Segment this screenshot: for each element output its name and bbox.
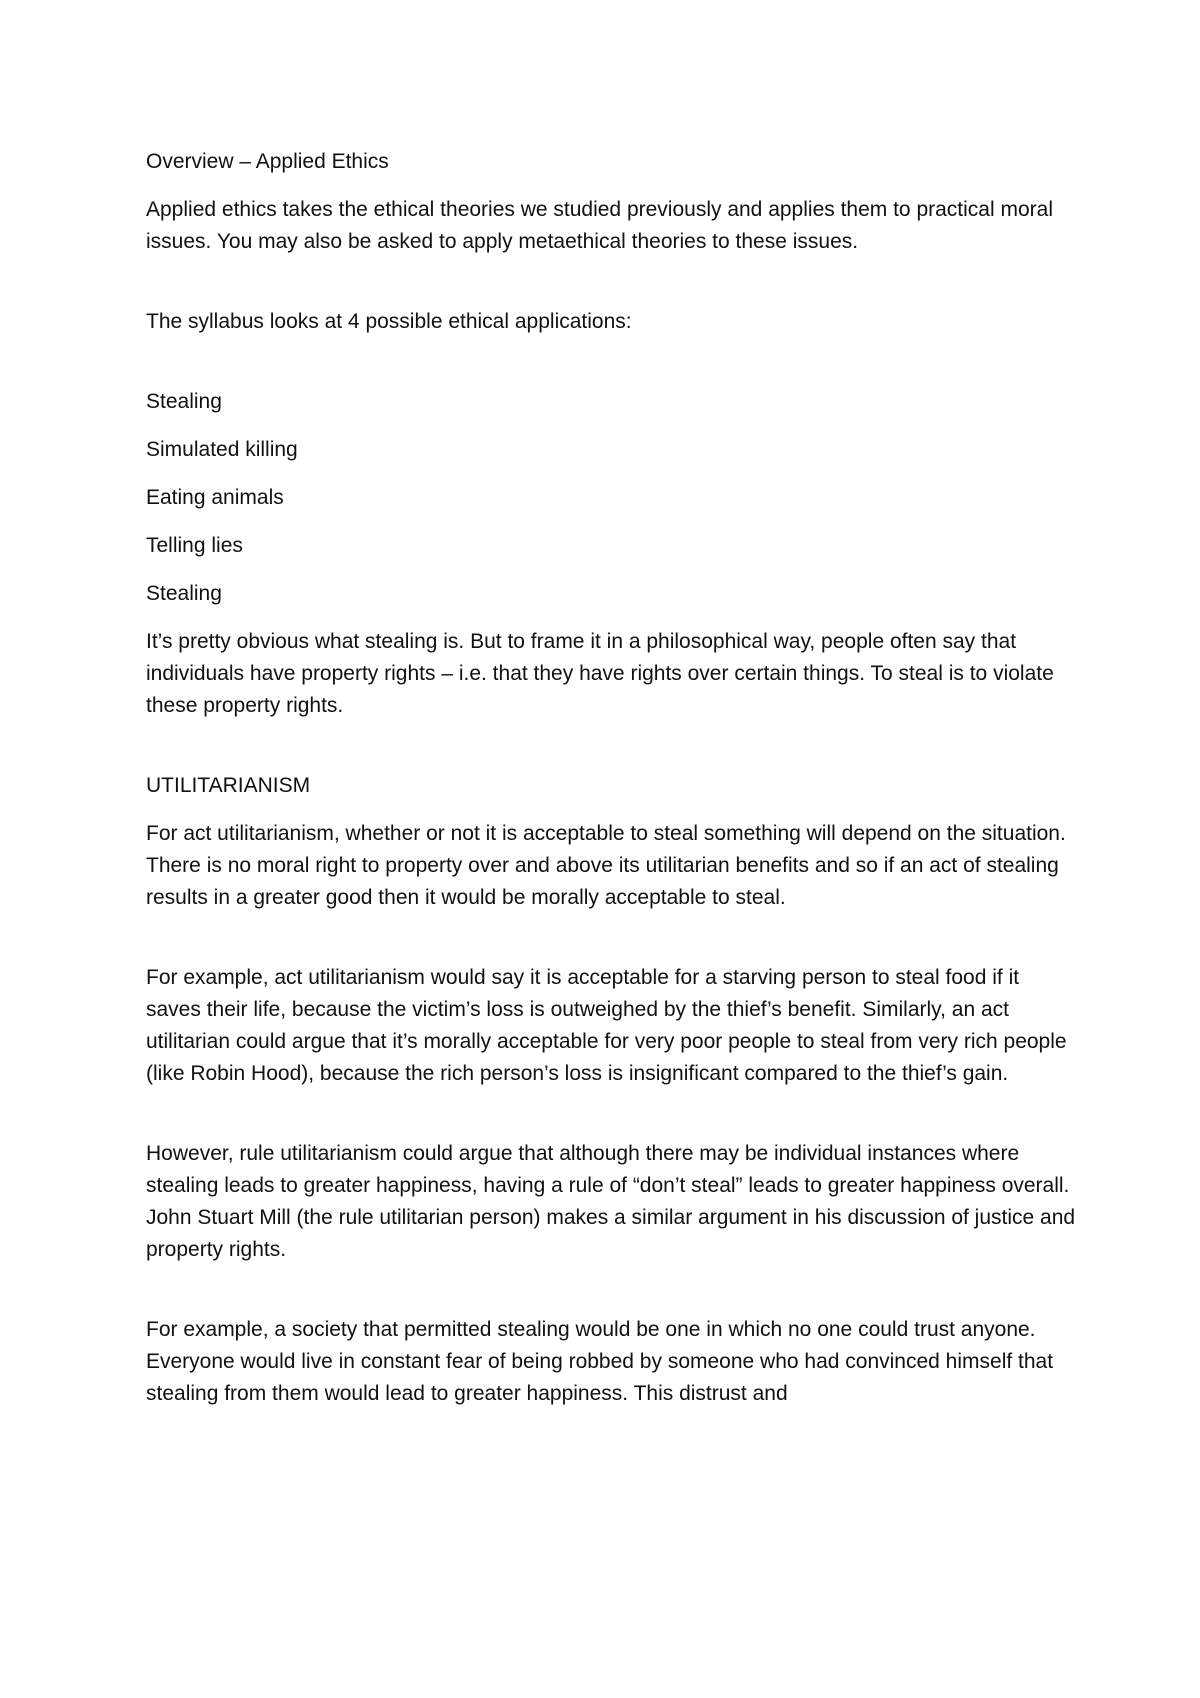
list-item: Stealing	[146, 390, 222, 413]
rule-utilitarianism-paragraph: However, rule utilitarianism could argue that although there may be individual instances where stealing leads to greater happiness, having a rule of “don’t steal” leads to greater happiness overall. John Stuart Mill (the rule utilitarian person) makes a similar argument in his discussion of justice and property rights.	[146, 1142, 1076, 1261]
list-item: Telling lies	[146, 534, 243, 557]
intro-paragraph: Applied ethics takes the ethical theories we studied previously and applies them to practical moral issues. You may also be asked to apply metaethical theories to these issues.	[146, 198, 1053, 253]
document-body	[146, 146, 1076, 1426]
syllabus-line: The syllabus looks at 4 possible ethical applications:	[146, 310, 632, 333]
society-example-paragraph: For example, a society that permitted stealing would be one in which no one could trust anyone. Everyone would live in constant fear of being robbed by someone who had convinced himself that stealing from them would lead to greater happiness. This distrust and	[146, 1318, 1054, 1405]
list-item: Simulated killing	[146, 438, 298, 461]
subheading-utilitarianism: UTILITARIANISM	[146, 774, 311, 797]
act-utilitarianism-paragraph: For act utilitarianism, whether or not it is acceptable to steal something will depend on the situation. There is no moral right to property over and above its utilitarian benefits and so if an act of stealing results in a greater good then it would be morally acceptable to steal.	[146, 822, 1066, 909]
list-item: Eating animals	[146, 486, 284, 509]
page-title: Overview – Applied Ethics	[146, 150, 389, 173]
section-heading-stealing: Stealing	[146, 582, 222, 605]
definition-paragraph: It’s pretty obvious what stealing is. But to frame it in a philosophical way, people often say that individuals have property rights – i.e. that they have rights over certain things. To steal is to violate these property rights.	[146, 630, 1054, 717]
act-example-paragraph: For example, act utilitarianism would say it is acceptable for a starving person to steal food if it saves their life, because the victim’s loss is outweighed by the thief’s benefit. Similarly, an act utilitarian could argue that it’s morally acceptable for very poor people to steal from very rich people (like Robin Hood), because the rich person’s loss is insignificant compared to the thief’s gain.	[146, 966, 1067, 1085]
